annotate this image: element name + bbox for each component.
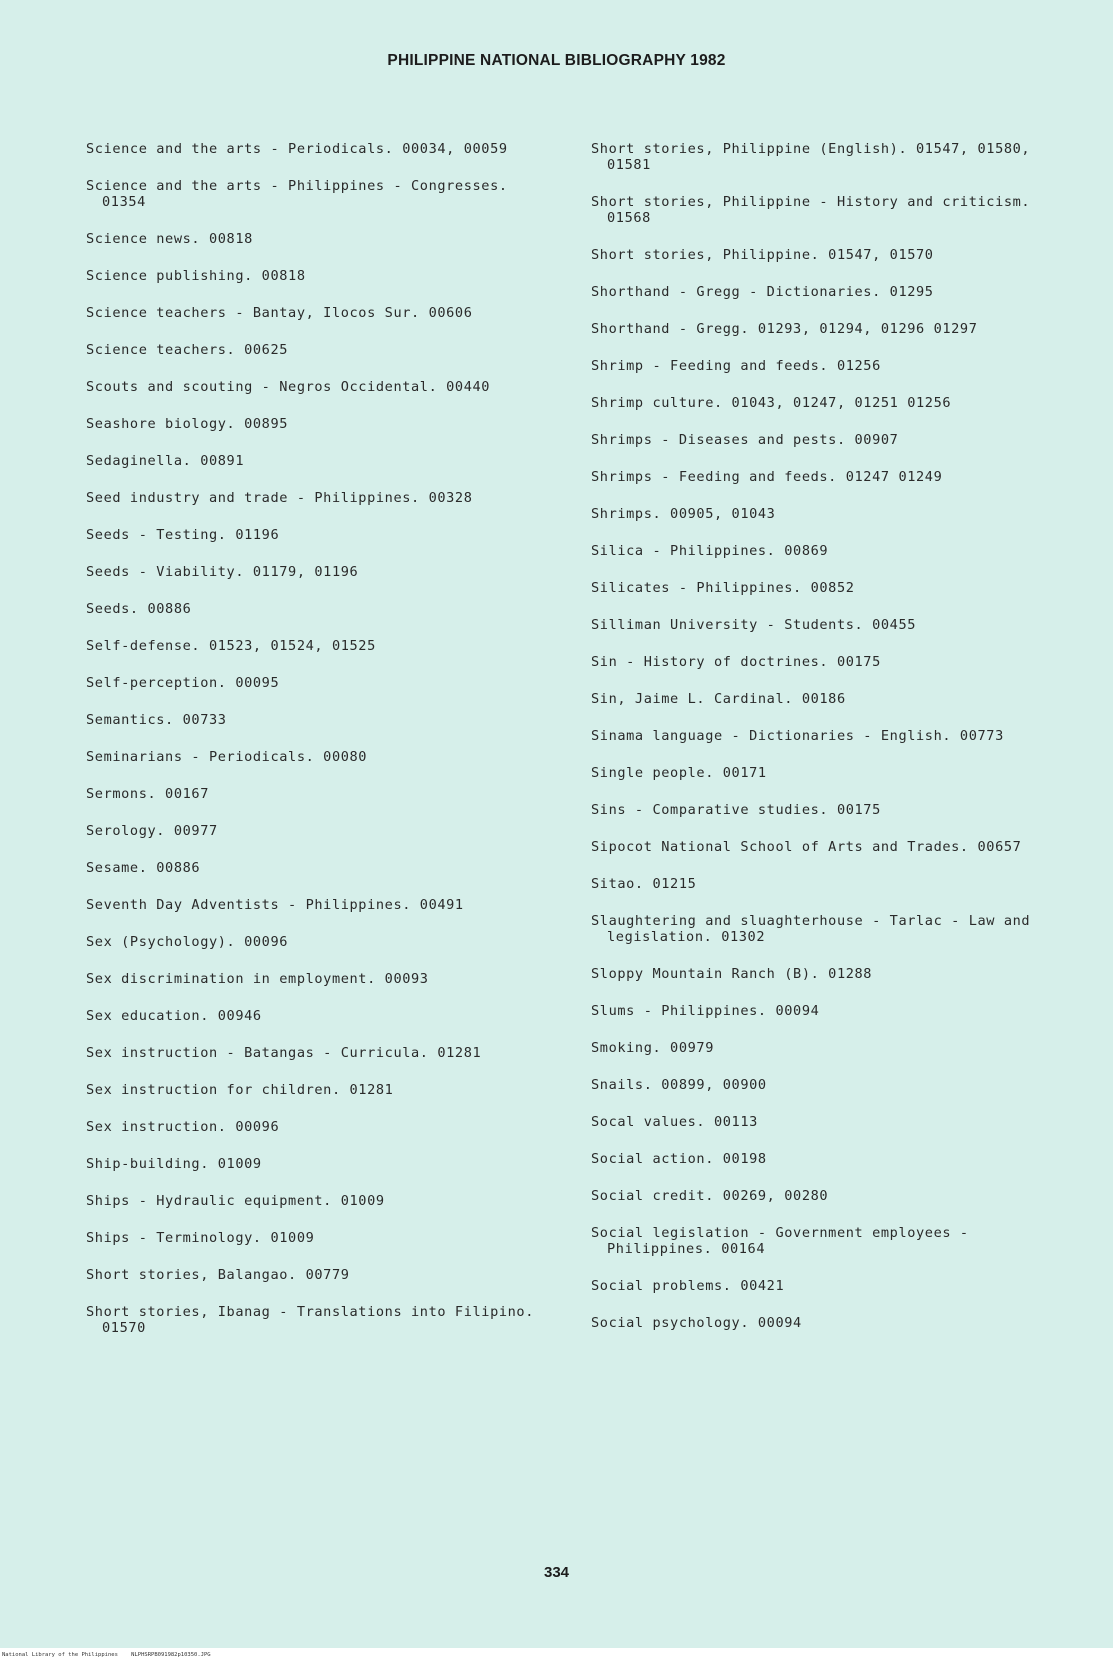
index-entry: Short stories, Philippine (English). 01547, 01580, 01581 bbox=[591, 141, 1040, 173]
index-entry: Science teachers - Bantay, Ilocos Sur. 00606 bbox=[86, 305, 473, 321]
index-entry: Sex education. 00946 bbox=[86, 1008, 262, 1024]
index-entry: Ship-building. 01009 bbox=[86, 1156, 262, 1172]
index-entry: Science teachers. 00625 bbox=[86, 342, 289, 358]
index-entry: Sin - History of doctrines. 00175 bbox=[591, 654, 881, 670]
index-entry: Slaughtering and sluaghterhouse - Tarlac - Law and legislation. 01302 bbox=[591, 913, 1040, 945]
index-entry: Socal values. 00113 bbox=[591, 1114, 758, 1130]
index-entry: Snails. 00899, 00900 bbox=[591, 1077, 767, 1093]
index-entry: Ships - Terminology. 01009 bbox=[86, 1230, 315, 1246]
index-entry: Sex (Psychology). 00096 bbox=[86, 934, 289, 950]
index-entry: Sinama language - Dictionaries - English. 00773 bbox=[591, 728, 1004, 744]
index-entry: Sesame. 00886 bbox=[86, 860, 201, 876]
index-entry: Sedaginella. 00891 bbox=[86, 453, 245, 469]
index-entry: Seeds - Viability. 01179, 01196 bbox=[86, 564, 359, 580]
index-entry: Silicates - Philippines. 00852 bbox=[591, 580, 855, 596]
index-entry: Self-perception. 00095 bbox=[86, 675, 280, 691]
index-entry: Short stories, Philippine. 01547, 01570 bbox=[591, 247, 934, 263]
index-entry: Semantics. 00733 bbox=[86, 712, 227, 728]
index-entry: Science and the arts - Philippines - Congresses. 01354 bbox=[86, 178, 517, 210]
index-entry: Scouts and scouting - Negros Occidental. 00440 bbox=[86, 379, 491, 395]
index-entry: Sloppy Mountain Ranch (B). 01288 bbox=[591, 966, 873, 982]
index-entry: Science news. 00818 bbox=[86, 231, 253, 247]
index-entry: Science and the arts - Periodicals. 00034, 00059 bbox=[86, 141, 508, 157]
index-entry: Seminarians - Periodicals. 00080 bbox=[86, 749, 368, 765]
index-entry: Seeds - Testing. 01196 bbox=[86, 527, 280, 543]
index-entry: Shrimps - Diseases and pests. 00907 bbox=[591, 432, 899, 448]
footer-strip bbox=[0, 1648, 1113, 1658]
index-entry: Seashore biology. 00895 bbox=[86, 416, 289, 432]
index-entry: Sex instruction - Batangas - Curricula. 01281 bbox=[86, 1045, 482, 1061]
index-entry: Shrimps - Feeding and feeds. 01247 01249 bbox=[591, 469, 943, 485]
index-entry: Shrimp culture. 01043, 01247, 01251 01256 bbox=[591, 395, 952, 411]
index-entry: Silica - Philippines. 00869 bbox=[591, 543, 829, 559]
index-entry: Sex instruction. 00096 bbox=[86, 1119, 280, 1135]
index-entry: Sermons. 00167 bbox=[86, 786, 209, 802]
index-entry: Sitao. 01215 bbox=[591, 876, 697, 892]
index-entry: Short stories, Philippine - History and criticism. 01568 bbox=[591, 194, 1040, 226]
index-entry: Silliman University - Students. 00455 bbox=[591, 617, 917, 633]
index-entry: Social problems. 00421 bbox=[591, 1278, 785, 1294]
source-note: National Library of the Philippines NLPHSRPB091982p10350.JPG bbox=[2, 1652, 211, 1658]
index-entry: Smoking. 00979 bbox=[591, 1040, 714, 1056]
index-entry: Sipocot National School of Arts and Trades. 00657 bbox=[591, 839, 1022, 855]
index-entry: Slums - Philippines. 00094 bbox=[591, 1003, 820, 1019]
index-entry: Social credit. 00269, 00280 bbox=[591, 1188, 829, 1204]
index-entry: Sex discrimination in employment. 00093 bbox=[86, 971, 429, 987]
index-entry: Serology. 00977 bbox=[86, 823, 218, 839]
index-entry: Shorthand - Gregg. 01293, 01294, 01296 01297 bbox=[591, 321, 978, 337]
index-entry: Shorthand - Gregg - Dictionaries. 01295 bbox=[591, 284, 934, 300]
index-entry: Single people. 00171 bbox=[591, 765, 767, 781]
index-entry: Ships - Hydraulic equipment. 01009 bbox=[86, 1193, 385, 1209]
index-entry: Social action. 00198 bbox=[591, 1151, 767, 1167]
index-entry: Sins - Comparative studies. 00175 bbox=[591, 802, 881, 818]
index-entry: Seeds. 00886 bbox=[86, 601, 192, 617]
index-entry: Sex instruction for children. 01281 bbox=[86, 1082, 394, 1098]
left-column bbox=[76, 141, 543, 1357]
index-entry: Seventh Day Adventists - Philippines. 00491 bbox=[86, 897, 464, 913]
index-entry: Sin, Jaime L. Cardinal. 00186 bbox=[591, 691, 846, 707]
index-entry: Seed industry and trade - Philippines. 00328 bbox=[86, 490, 473, 506]
index-entry: Short stories, Ibanag - Translations into Filipino. 01570 bbox=[86, 1304, 543, 1336]
index-entry: Social psychology. 00094 bbox=[591, 1315, 802, 1331]
right-column bbox=[581, 141, 1061, 1352]
page-number: 334 bbox=[543, 1564, 570, 1581]
index-entry: Short stories, Balangao. 00779 bbox=[86, 1267, 350, 1283]
index-entry: Shrimp - Feeding and feeds. 01256 bbox=[591, 358, 881, 374]
index-entry: Science publishing. 00818 bbox=[86, 268, 306, 284]
index-entry: Social legislation - Government employees - Philippines. 00164 bbox=[591, 1225, 978, 1257]
page-title: PHILIPPINE NATIONAL BIBLIOGRAPHY 1982 bbox=[387, 52, 726, 69]
index-entry: Self-defense. 01523, 01524, 01525 bbox=[86, 638, 376, 654]
index-entry: Shrimps. 00905, 01043 bbox=[591, 506, 776, 522]
